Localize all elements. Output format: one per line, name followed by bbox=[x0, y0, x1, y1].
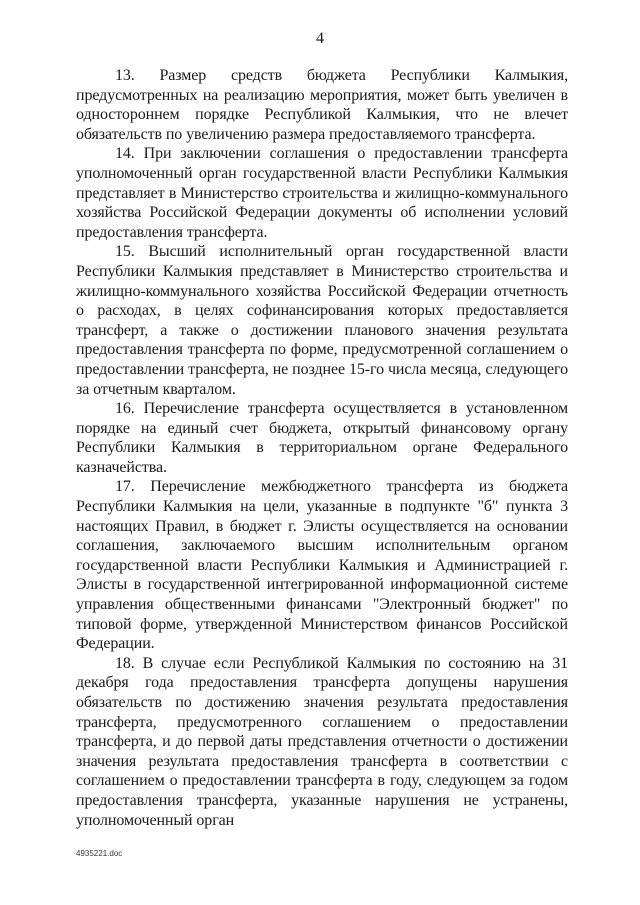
document-body bbox=[76, 66, 568, 830]
page-number: 4 bbox=[316, 30, 324, 47]
paragraph-17: 17. Перечисление межбюджетного трансферта из бюджета Республики Калмыкия на цели, указанные в подпункте "б" пункта 3 настоящих Правил, в бюджет г. Элисты осуществляется на основании соглашения, заключаемого высшим исполнительным органом государственной власти Республики Калмыкия и Администрацией г. Элисты в государственной интегрированной информационной системе управления общественными финансами "Электронный бюджет" по типовой форме, утвержденной Министерством финансов Российской Федерации. bbox=[76, 478, 568, 653]
paragraph-18: 18. В случае если Республикой Калмыкия по состоянию на 31 декабря года предоставления трансферта допущены нарушения обязательств по достижению значения результата предоставления трансферта, предусмотренного соглашением о предоставлении трансферта, и до первой даты представления отчетности о достижении значения результата предоставления трансферта в соответствии с соглашением о предоставлении трансферта в году, следующем за годом предоставления трансферта, указанные нарушения не устранены, уполномоченный орган bbox=[76, 654, 568, 829]
paragraph-14: 14. При заключении соглашения о предоставлении трансферта уполномоченный орган государственной власти Республики Калмыкия представляет в Министерство строительства и жилищно-коммунального хозяйства Российской Федерации документы об исполнении условий предоставления трансферта. bbox=[76, 145, 568, 241]
paragraph-15: 15. Высший исполнительный орган государственной власти Республики Калмыкия представляет в Министерство строительства и жилищно-коммунального хозяйства Российской Федерации отчетность о расходах, в целях софинансирования которых предоставляется трансферт, а также о достижении планового значения результата предоставления трансферта по форме, предусмотренной соглашением о предоставлении трансферта, не позднее 15-го числа месяца, следующего за отчетным кварталом. bbox=[76, 243, 568, 398]
paragraph-13: 13. Размер средств бюджета Республики Калмыкия, предусмотренных на реализацию мероприятия, может быть увеличен в одностороннем порядке Республикой Калмыкия, что не влечет обязательств по увеличению размера предоставляемого трансферта. bbox=[76, 67, 568, 143]
paragraph-16: 16. Перечисление трансферта осуществляется в установленном порядке на единый счет бюджета, открытый финансовому органу Республики Калмыкия в территориальном органе Федерального казначейства. bbox=[76, 400, 568, 476]
document-filename-footer: 4935221.doc bbox=[76, 849, 123, 858]
